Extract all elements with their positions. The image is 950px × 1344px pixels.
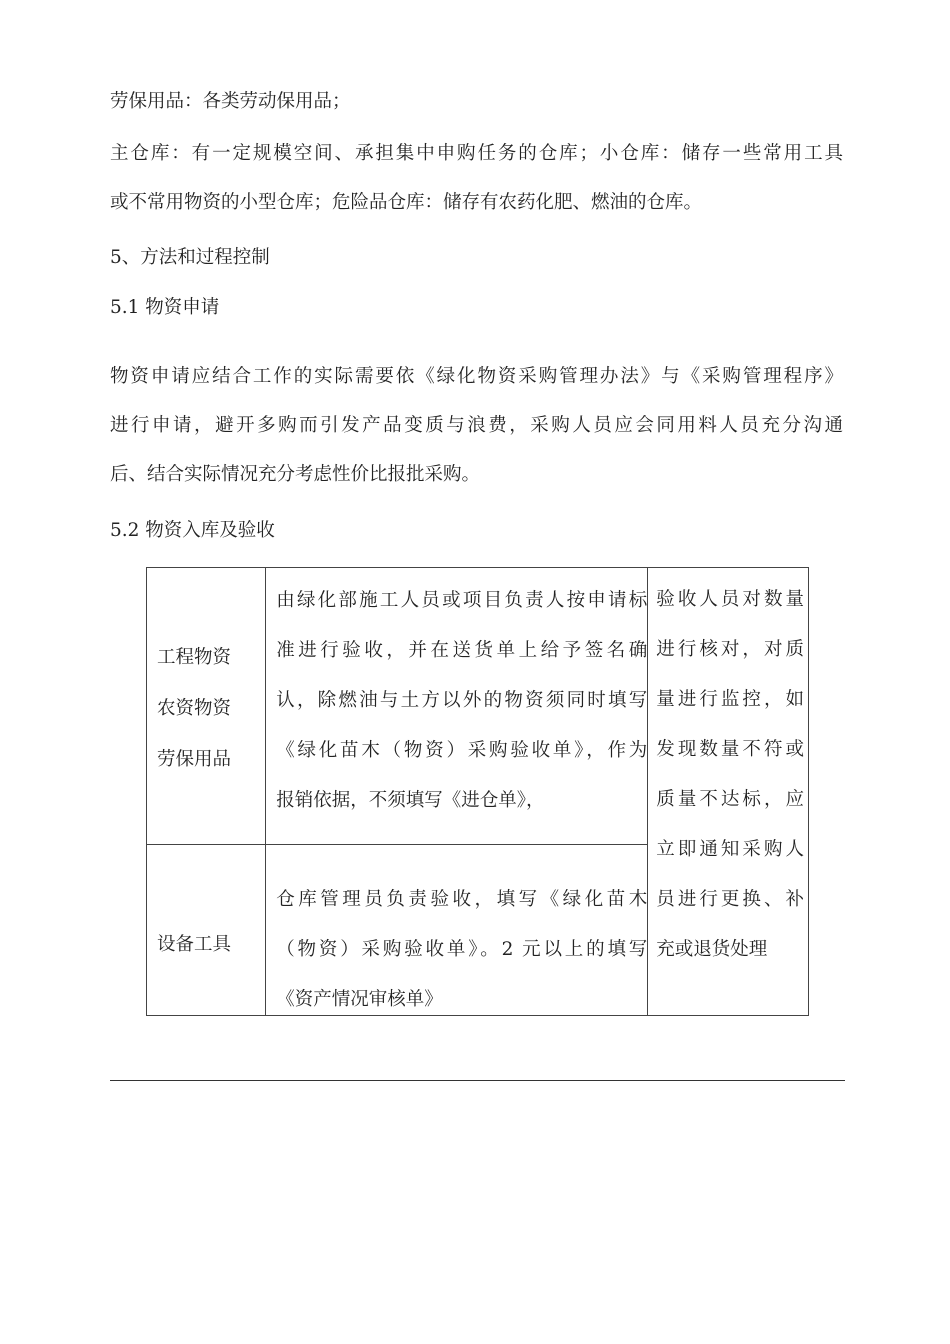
- description-line: 《绿化苗木（物资）采购验收单》，作为: [276, 740, 648, 761]
- category-label: 农资物资: [157, 698, 232, 719]
- paragraph-material-request-line2: 进行申请，避开多购而引发产品变质与浪费，采购人员应会同用料人员充分沟通: [110, 415, 843, 436]
- paragraph-material-request-line1: 物资申请应结合工作的实际需要依《绿化物资采购管理办法》与《采购管理程序》: [110, 366, 843, 387]
- footer-divider: [110, 1080, 845, 1081]
- description-line: （物资）采购验收单》。2 元以上的填写: [276, 939, 648, 960]
- table-row: [147, 568, 809, 845]
- description-line: 《资产情况审核单》: [276, 989, 443, 1010]
- paragraph-material-request-line3: 后、结合实际情况充分考虑性价比报批采购。: [110, 464, 481, 485]
- description-line: 准进行验收，并在送货单上给予签名确: [276, 640, 648, 661]
- description-line: 报销依据，不须填写《进仓单》，: [276, 790, 545, 811]
- action-line: 验收人员对数量: [656, 589, 804, 610]
- action-line: 立即通知采购人: [656, 839, 804, 860]
- section-heading-5-2: 5.2 物资入库及验收: [110, 520, 275, 541]
- description-cell: [266, 568, 648, 845]
- description-line: 仓库管理员负责验收，填写《绿化苗木: [276, 889, 648, 910]
- action-line: 充或退货处理: [656, 939, 768, 960]
- action-cell: [648, 568, 809, 1016]
- action-line: 质量不达标，应: [656, 789, 804, 810]
- description-line: 由绿化部施工人员或项目负责人按申请标: [276, 590, 648, 611]
- description-cell: [266, 845, 648, 1016]
- category-cell: [147, 568, 266, 845]
- paragraph-warehouse-types-line2: 或不常用物资的小型仓库；危险品仓库：储存有农药化肥、燃油的仓库。: [110, 192, 703, 213]
- category-label: 劳保用品: [157, 749, 232, 770]
- action-line: 量进行监控，如: [656, 689, 804, 710]
- section-heading-5: 5、方法和过程控制: [110, 247, 270, 268]
- action-line: 员进行更换、补: [656, 889, 804, 910]
- category-label: 工程物资: [157, 647, 232, 668]
- acceptance-table: [146, 567, 809, 1016]
- section-heading-5-1: 5.1 物资申请: [110, 297, 220, 318]
- category-cell: [147, 845, 266, 1016]
- action-line: 进行核对，对质: [656, 639, 804, 660]
- action-line: 发现数量不符或: [656, 739, 804, 760]
- category-label: 设备工具: [157, 934, 232, 955]
- description-line: 认，除燃油与土方以外的物资须同时填写: [276, 690, 648, 711]
- paragraph-warehouse-types-line1: 主仓库：有一定规模空间、承担集中申购任务的仓库；小仓库：储存一些常用工具: [110, 143, 843, 164]
- paragraph-labor-supplies: 劳保用品：各类劳动保用品；: [110, 91, 351, 112]
